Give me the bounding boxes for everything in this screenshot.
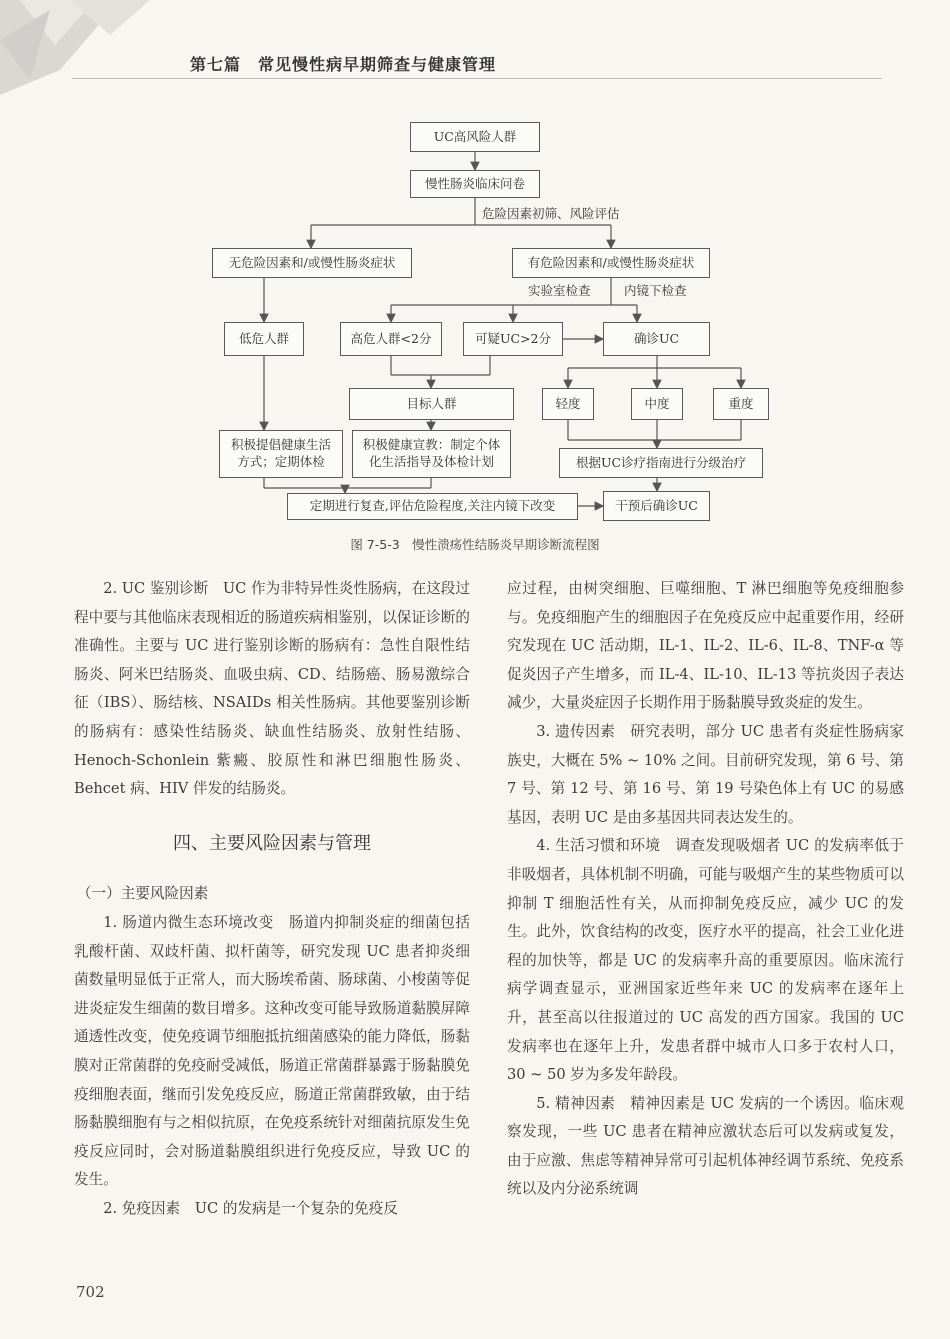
paragraph-microbiome: 1. 肠道内微生态环境改变 肠道内抑制炎症的细菌包括乳酸杆菌、双歧杆菌、拟杆菌等，研究发现 UC 患者抑炎细菌数量明显低于正常人，而大肠埃希菌、肠球菌、小梭菌等促进炎症发生细菌的数目增多。这种改变可能导致肠道黏膜屏障通透性改变，使免疫调节细胞抵抗细菌感染的能力降低，肠黏膜对正常菌群的免疫耐受减低，肠道正常菌群暴露于肠黏膜免疫细胞表面，继而引发免疫反应，肠道正常菌群致敏，由于结肠黏膜细胞有与之相似抗原，在免疫系统针对细菌抗原发生免疫反应同时，会对肠道黏膜组织进行免疫反应，导致 UC 的发生。 — [74, 913, 470, 1189]
flow-box-graded-treatment: 根据UC诊疗指南进行分级治疗 — [559, 448, 763, 478]
flow-box-low-risk: 低危人群 — [224, 322, 304, 356]
flow-label-lab: 实验室检查 — [528, 283, 591, 298]
flow-box-no-risk: 无危险因素和/或慢性肠炎症状 — [212, 248, 412, 278]
header-title: 第七篇 常见慢性病早期筛查与健康管理 — [190, 55, 497, 74]
paragraph-mental-factors: 5. 精神因素 精神因素是 UC 发病的一个诱因。临床观察发现，一些 UC 患者在精神应激状态后可以发病或复发，由于应激、焦虑等精神异常可引起机体神经调节系统、免疫系统以及内分泌系统调 — [507, 1094, 904, 1198]
flow-box-high-risk: 高危人群<2分 — [340, 322, 442, 356]
paragraph-differential-diagnosis: 2. UC 鉴别诊断 UC 作为非特异性炎性肠病，在这段过程中要与其他临床表现相近的肠道疾病相鉴别，以保证诊断的准确性。主要与 UC 进行鉴别诊断的肠病有：急性自限性结肠炎、阿米巴结肠炎、血吸虫病、CD、结肠癌、肠易激综合征（IBS）、肠结核、NSAIDs 相关性肠病。其他要鉴别诊断的肠病有：感染性结肠炎、缺血性结肠炎、放射性结肠、Henoch-Schonlein 紫癜、胶原性和淋巴细胞性肠炎、Behcet 病、HIV 伴发的结肠炎。 — [74, 580, 470, 798]
flow-box-education: 积极健康宣教：制定个体化生活指导及体检计划 — [352, 430, 511, 478]
section-title: 四、主要风险因素与管理 — [173, 832, 371, 854]
paragraph-genetics: 3. 遗传因素 研究表明，部分 UC 患者有炎症性肠病家族史，大概在 5% ~ 10% 之间。目前研究发现，第 6 号、第 7 号、第 12 号、第 16 号、第 19 号染色体上有 UC 的易感基因，表明 UC 是由多基因共同表达发生的。 — [507, 722, 904, 826]
flow-box-lifestyle: 积极提倡健康生活方式；定期体检 — [219, 430, 343, 478]
flow-box-target: 目标人群 — [349, 388, 514, 420]
page-number: 702 — [76, 1283, 105, 1301]
flow-box-confirm: 确诊UC — [603, 322, 710, 356]
figure-caption: 图 7-5-3 慢性溃疡性结肠炎早期诊断流程图 — [350, 537, 600, 552]
flow-box-followup: 定期进行复查,评估危险程度,关注内镜下改变 — [287, 493, 578, 520]
flow-box-uc-high-risk: UC高风险人群 — [410, 122, 540, 152]
flow-box-suspect: 可疑UC>2分 — [463, 322, 563, 356]
flow-box-severe: 重度 — [713, 388, 769, 420]
flow-label-screening: 危险因素初筛、风险评估 — [482, 206, 620, 221]
flow-box-questionnaire: 慢性肠炎临床问卷 — [410, 170, 540, 198]
flow-box-has-risk: 有危险因素和/或慢性肠炎症状 — [512, 248, 710, 278]
left-column — [74, 575, 470, 1223]
flow-label-endoscopy: 内镜下检查 — [624, 283, 687, 298]
flow-box-moderate: 中度 — [631, 388, 683, 420]
flow-box-mild: 轻度 — [542, 388, 594, 420]
paragraph-lifestyle-environment: 4. 生活习惯和环境 调查发现吸烟者 UC 的发病率低于非吸烟者，具体机制不明确，可能与吸烟产生的某些物质可以抑制 T 细胞活性有关，从而抑制免疫反应，减少 UC 的发生。此外，饮食结构的改变，医疗水平的提高，社会工业化进程的加快等，都是 UC 的发病率升高的重要原因。临床流行病学调查显示，亚洲国家近些年来 UC 的发病率在逐年上升，甚至高以往报道过的 UC 高发的西方国家。我国的 UC 发病率也在逐年上升，发患者群中城市人口多于农村人口，30 ~ 50 岁为多发年龄段。 — [507, 837, 904, 1084]
subsection-title: （一）主要风险因素 — [76, 885, 209, 903]
flow-box-intervention-confirm: 干预后确诊UC — [603, 491, 710, 521]
flowchart — [0, 0, 950, 560]
right-column — [507, 575, 904, 1204]
paragraph-immune-start: 2. 免疫因素 UC 的发病是一个复杂的免疫反 — [103, 1199, 398, 1217]
paragraph-immune-cont: 应过程，由树突细胞、巨噬细胞、T 淋巴细胞等免疫细胞参与。免疫细胞产生的细胞因子在免疫反应中起重要作用，经研究发现在 UC 活动期，IL-1、IL-2、IL-6、IL-8、TNF-α 等促炎因子产生增多，而 IL-4、IL-10、IL-13 等抗炎因子表达减少，大量炎症因子长期作用于肠黏膜导致炎症的发生。 — [507, 580, 904, 712]
